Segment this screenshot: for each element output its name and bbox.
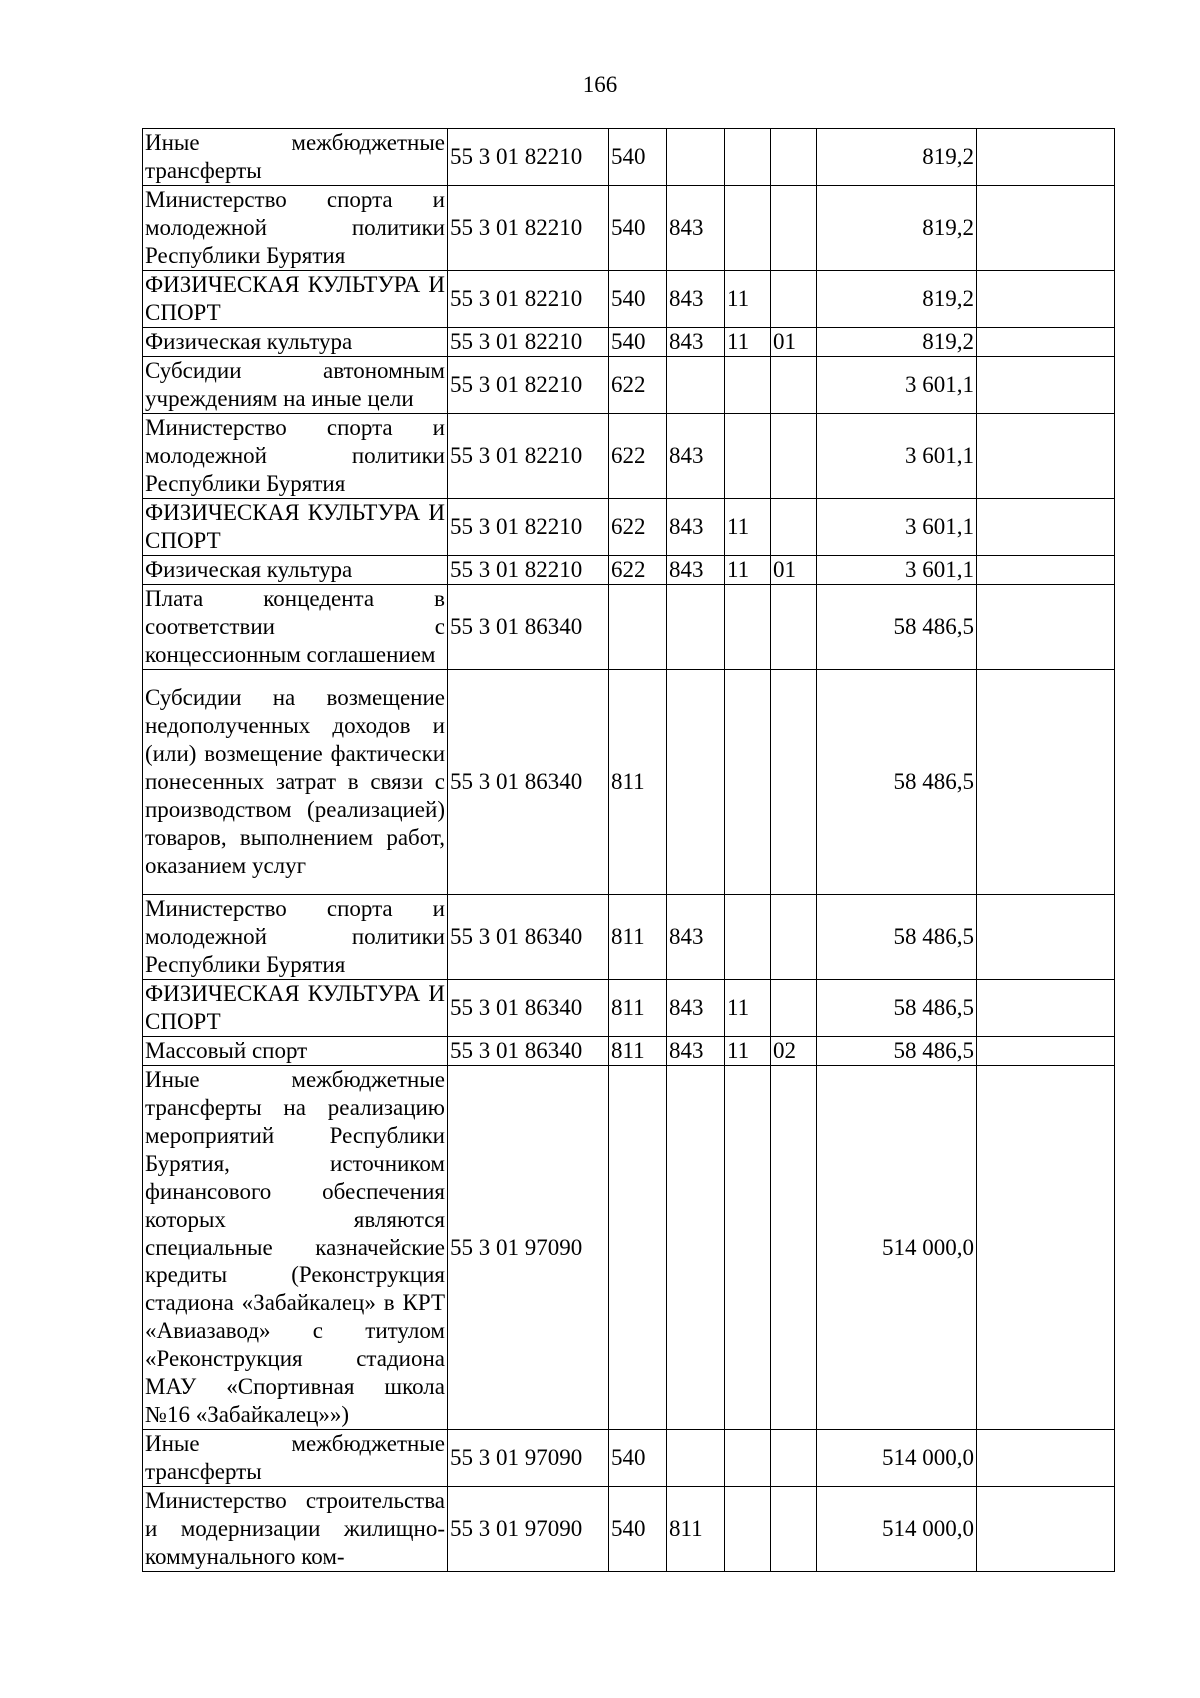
row-grbs-cell: 843 xyxy=(667,895,725,980)
table-row xyxy=(143,1430,1115,1487)
row-vr-cell: 811 xyxy=(609,1037,667,1066)
row-name-cell: Министерство спорта и молодежной политики Республики Бурятия xyxy=(143,895,448,980)
row-code-cell: 55 3 01 82210 xyxy=(448,186,609,271)
row-code-cell: 55 3 01 86340 xyxy=(448,980,609,1037)
table-row xyxy=(143,328,1115,357)
table-row xyxy=(143,670,1115,895)
row-grbs-cell: 843 xyxy=(667,1037,725,1066)
row-name-cell: ФИЗИЧЕСКАЯ КУЛЬТУРА И СПОРТ xyxy=(143,499,448,556)
row-vr-cell: 811 xyxy=(609,980,667,1037)
row-grbs-cell: 843 xyxy=(667,499,725,556)
row-grbs-cell xyxy=(667,1066,725,1430)
row-name-cell: Физическая культура xyxy=(143,556,448,585)
row-code-cell: 55 3 01 86340 xyxy=(448,585,609,670)
row-pr-cell xyxy=(771,499,817,556)
row-rz-cell: 11 xyxy=(725,980,771,1037)
row-code-cell: 55 3 01 82210 xyxy=(448,556,609,585)
row-rz-cell xyxy=(725,895,771,980)
row-vr-cell xyxy=(609,1066,667,1430)
row-pr-cell xyxy=(771,1430,817,1487)
table-row xyxy=(143,499,1115,556)
row-name-cell: Физическая культура xyxy=(143,328,448,357)
row-pr-cell: 01 xyxy=(771,328,817,357)
row-amount-cell: 819,2 xyxy=(817,328,977,357)
row-pr-cell xyxy=(771,186,817,271)
row-vr-cell: 540 xyxy=(609,328,667,357)
row-grbs-cell: 843 xyxy=(667,556,725,585)
row-grbs-cell xyxy=(667,357,725,414)
budget-table xyxy=(142,128,1115,1572)
row-empty-cell xyxy=(977,186,1115,271)
row-empty-cell xyxy=(977,1430,1115,1487)
row-grbs-cell: 843 xyxy=(667,328,725,357)
row-vr-cell: 811 xyxy=(609,895,667,980)
row-rz-cell xyxy=(725,1066,771,1430)
row-code-cell: 55 3 01 86340 xyxy=(448,895,609,980)
row-empty-cell xyxy=(977,499,1115,556)
row-amount-cell: 58 486,5 xyxy=(817,585,977,670)
row-empty-cell xyxy=(977,1487,1115,1572)
row-pr-cell xyxy=(771,895,817,980)
row-vr-cell: 811 xyxy=(609,670,667,895)
row-name-cell: Министерство строительства и модернизации жилищно-коммунального ком- xyxy=(143,1487,448,1572)
row-rz-cell: 11 xyxy=(725,556,771,585)
row-empty-cell xyxy=(977,328,1115,357)
page-number: 166 xyxy=(582,72,618,97)
table-row xyxy=(143,186,1115,271)
row-vr-cell: 622 xyxy=(609,357,667,414)
row-code-cell: 55 3 01 82210 xyxy=(448,414,609,499)
row-name-cell: Субсидии на возмещение недополученных доходов и (или) возмещение фактически понесенных затрат в связи с производством (реализацией) товаров, выполнением работ, оказанием услуг xyxy=(143,670,448,895)
row-pr-cell xyxy=(771,1066,817,1430)
table-row xyxy=(143,357,1115,414)
row-grbs-cell: 843 xyxy=(667,271,725,328)
row-grbs-cell xyxy=(667,129,725,186)
table-row xyxy=(143,1066,1115,1430)
table-row xyxy=(143,585,1115,670)
row-code-cell: 55 3 01 86340 xyxy=(448,1037,609,1066)
row-amount-cell: 58 486,5 xyxy=(817,895,977,980)
row-pr-cell xyxy=(771,1487,817,1572)
row-code-cell: 55 3 01 82210 xyxy=(448,129,609,186)
row-amount-cell: 58 486,5 xyxy=(817,1037,977,1066)
row-vr-cell: 540 xyxy=(609,1487,667,1572)
row-grbs-cell xyxy=(667,1430,725,1487)
row-amount-cell: 514 000,0 xyxy=(817,1430,977,1487)
row-vr-cell: 540 xyxy=(609,271,667,328)
row-grbs-cell: 843 xyxy=(667,414,725,499)
row-empty-cell xyxy=(977,670,1115,895)
row-empty-cell xyxy=(977,357,1115,414)
row-pr-cell xyxy=(771,980,817,1037)
row-code-cell: 55 3 01 82210 xyxy=(448,357,609,414)
row-vr-cell: 622 xyxy=(609,556,667,585)
row-name-cell: Министерство спорта и молодежной политики Республики Бурятия xyxy=(143,414,448,499)
row-rz-cell xyxy=(725,670,771,895)
row-amount-cell: 58 486,5 xyxy=(817,980,977,1037)
row-vr-cell: 540 xyxy=(609,129,667,186)
row-code-cell: 55 3 01 82210 xyxy=(448,499,609,556)
table-row xyxy=(143,556,1115,585)
row-rz-cell: 11 xyxy=(725,1037,771,1066)
row-rz-cell xyxy=(725,585,771,670)
row-name-cell: Иные межбюджетные трансферты на реализацию мероприятий Республики Бурятия, источником финансового обеспечения которых являются специальные казначейские кредиты (Реконструкция стадиона «Забайкалец» в КРТ «Авиазавод» с титулом «Реконструкция стадиона МАУ «Спортивная школа №16 «Забайкалец»») xyxy=(143,1066,448,1430)
row-code-cell: 55 3 01 82210 xyxy=(448,328,609,357)
row-pr-cell xyxy=(771,585,817,670)
row-empty-cell xyxy=(977,129,1115,186)
row-name-cell: Субсидии автономным учреждениям на иные цели xyxy=(143,357,448,414)
row-empty-cell xyxy=(977,1037,1115,1066)
row-rz-cell xyxy=(725,129,771,186)
row-name-cell: Иные межбюджетные трансферты xyxy=(143,129,448,186)
row-vr-cell xyxy=(609,585,667,670)
row-amount-cell: 3 601,1 xyxy=(817,414,977,499)
row-amount-cell: 3 601,1 xyxy=(817,556,977,585)
row-rz-cell: 11 xyxy=(725,271,771,328)
table-row xyxy=(143,1037,1115,1066)
row-code-cell: 55 3 01 86340 xyxy=(448,670,609,895)
row-pr-cell xyxy=(771,271,817,328)
row-name-cell: Плата концедента в соответствии с концессионным соглашением xyxy=(143,585,448,670)
row-name-cell: Иные межбюджетные трансферты xyxy=(143,1430,448,1487)
row-pr-cell xyxy=(771,129,817,186)
row-amount-cell: 819,2 xyxy=(817,129,977,186)
row-empty-cell xyxy=(977,895,1115,980)
table-row xyxy=(143,129,1115,186)
row-empty-cell xyxy=(977,1066,1115,1430)
row-rz-cell xyxy=(725,357,771,414)
row-vr-cell: 622 xyxy=(609,414,667,499)
row-pr-cell xyxy=(771,357,817,414)
row-pr-cell: 02 xyxy=(771,1037,817,1066)
row-pr-cell xyxy=(771,414,817,499)
table-row xyxy=(143,414,1115,499)
row-rz-cell: 11 xyxy=(725,499,771,556)
row-amount-cell: 514 000,0 xyxy=(817,1066,977,1430)
row-rz-cell xyxy=(725,414,771,499)
row-empty-cell xyxy=(977,556,1115,585)
row-empty-cell xyxy=(977,414,1115,499)
row-rz-cell: 11 xyxy=(725,328,771,357)
row-amount-cell: 3 601,1 xyxy=(817,499,977,556)
row-grbs-cell: 843 xyxy=(667,186,725,271)
row-rz-cell xyxy=(725,1430,771,1487)
row-name-cell: ФИЗИЧЕСКАЯ КУЛЬТУРА И СПОРТ xyxy=(143,980,448,1037)
row-amount-cell: 58 486,5 xyxy=(817,670,977,895)
row-name-cell: ФИЗИЧЕСКАЯ КУЛЬТУРА И СПОРТ xyxy=(143,271,448,328)
row-vr-cell: 540 xyxy=(609,186,667,271)
row-amount-cell: 819,2 xyxy=(817,186,977,271)
row-code-cell: 55 3 01 82210 xyxy=(448,271,609,328)
row-grbs-cell: 843 xyxy=(667,980,725,1037)
row-empty-cell xyxy=(977,980,1115,1037)
row-code-cell: 55 3 01 97090 xyxy=(448,1066,609,1430)
row-name-cell: Министерство спорта и молодежной политики Республики Бурятия xyxy=(143,186,448,271)
row-vr-cell: 540 xyxy=(609,1430,667,1487)
row-amount-cell: 3 601,1 xyxy=(817,357,977,414)
row-amount-cell: 514 000,0 xyxy=(817,1487,977,1572)
row-grbs-cell xyxy=(667,670,725,895)
table-row xyxy=(143,271,1115,328)
table-body xyxy=(143,129,1115,1572)
row-grbs-cell: 811 xyxy=(667,1487,725,1572)
row-name-cell: Массовый спорт xyxy=(143,1037,448,1066)
table-row xyxy=(143,1487,1115,1572)
row-pr-cell: 01 xyxy=(771,556,817,585)
table-row xyxy=(143,980,1115,1037)
row-empty-cell xyxy=(977,271,1115,328)
row-rz-cell xyxy=(725,186,771,271)
row-grbs-cell xyxy=(667,585,725,670)
row-rz-cell xyxy=(725,1487,771,1572)
row-code-cell: 55 3 01 97090 xyxy=(448,1430,609,1487)
table-row xyxy=(143,895,1115,980)
row-vr-cell: 622 xyxy=(609,499,667,556)
row-empty-cell xyxy=(977,585,1115,670)
row-code-cell: 55 3 01 97090 xyxy=(448,1487,609,1572)
row-pr-cell xyxy=(771,670,817,895)
row-amount-cell: 819,2 xyxy=(817,271,977,328)
